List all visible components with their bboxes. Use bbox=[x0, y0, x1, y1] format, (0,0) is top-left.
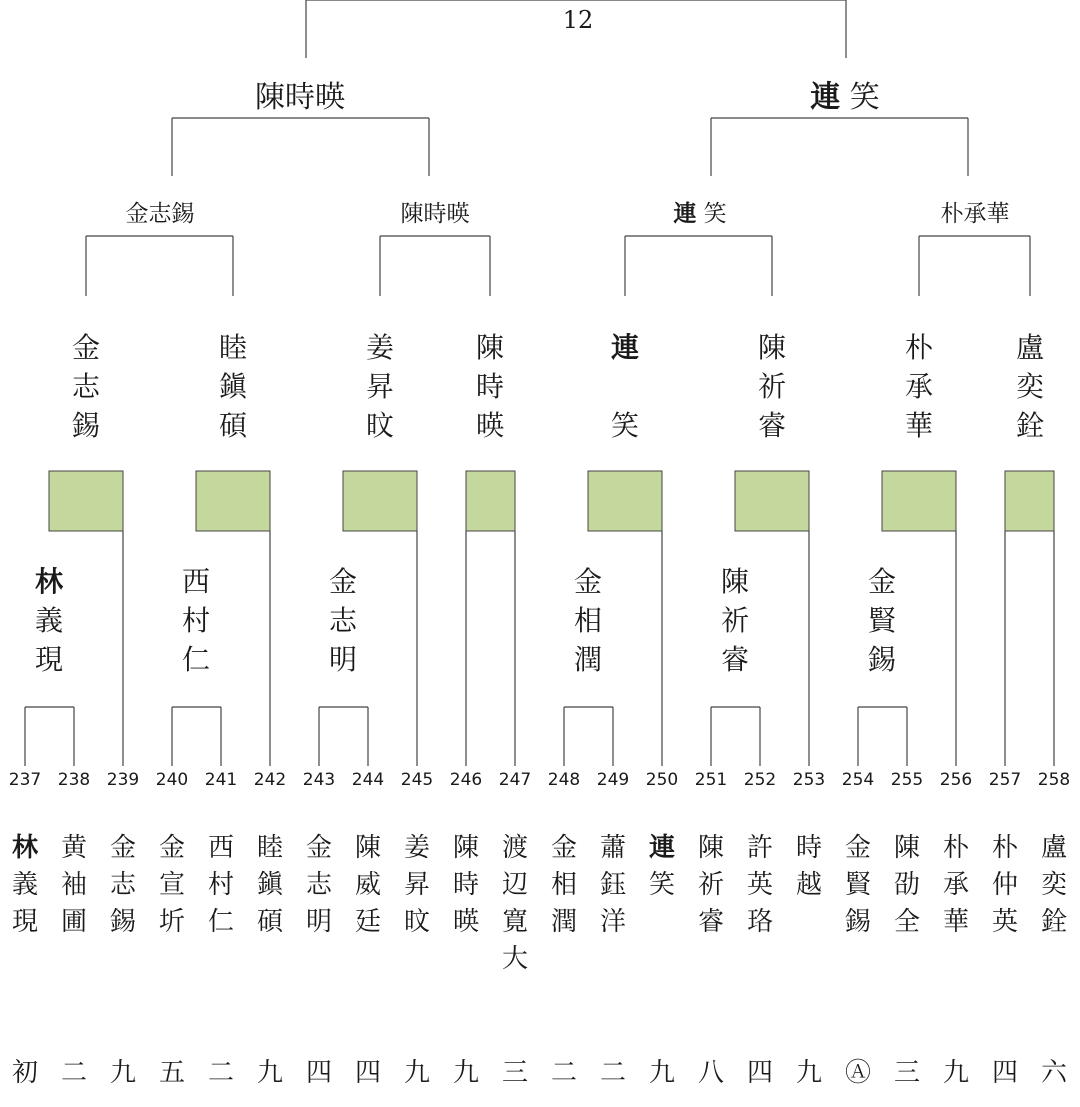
player-name bbox=[103, 830, 143, 941]
entry-number: 238 bbox=[57, 770, 91, 790]
name-char: 西 bbox=[181, 565, 210, 598]
player-name-char: 陳 bbox=[354, 833, 381, 863]
player-name bbox=[887, 830, 927, 941]
player-name-char: 鎭 bbox=[256, 870, 283, 900]
name-char: 仁 bbox=[181, 643, 210, 676]
round2-winner-name bbox=[27, 562, 71, 679]
name-char: 林 bbox=[34, 565, 63, 598]
player-name-char: 錫 bbox=[109, 907, 136, 937]
semifinalist-name bbox=[640, 195, 760, 228]
player-name bbox=[152, 830, 192, 941]
player-rank: 九 bbox=[942, 1058, 969, 1088]
player-name-char: 珞 bbox=[746, 907, 773, 937]
player-name bbox=[1034, 830, 1074, 941]
semifinalist-name: 陳時暎 bbox=[400, 201, 470, 227]
player-name bbox=[740, 830, 780, 941]
seed-box bbox=[466, 471, 515, 531]
player-rank: 三 bbox=[501, 1058, 528, 1088]
player-name-char: 陳 bbox=[452, 833, 479, 863]
entry-number: 258 bbox=[1037, 770, 1071, 790]
final-match-number: 12 bbox=[562, 6, 594, 34]
player-name bbox=[985, 830, 1025, 941]
semifinalist-name: 金志錫 bbox=[125, 201, 195, 227]
name-char: 潤 bbox=[573, 643, 602, 676]
player-rank: 四 bbox=[354, 1058, 381, 1088]
player-name-char: 賢 bbox=[844, 870, 871, 900]
player-name-char: 越 bbox=[795, 870, 822, 900]
entry-number: 241 bbox=[204, 770, 238, 790]
finalist-right bbox=[790, 72, 900, 116]
seed-box bbox=[735, 471, 809, 531]
player-name bbox=[495, 830, 535, 978]
round2-winner-name bbox=[860, 562, 904, 679]
player-rank: 六 bbox=[1040, 1058, 1067, 1088]
entry-number: 237 bbox=[8, 770, 42, 790]
player-name-char: 黄 bbox=[60, 833, 87, 863]
player-name bbox=[544, 830, 584, 941]
player-name-char: 義 bbox=[11, 870, 38, 900]
player-name-char: 金 bbox=[109, 833, 136, 863]
entry-number: 239 bbox=[106, 770, 140, 790]
player-name-char: 渡 bbox=[501, 833, 528, 863]
name-char: 金 bbox=[573, 565, 602, 598]
name-char: 志 bbox=[328, 604, 357, 637]
quarterfinalist-name: 陳 時 暎 bbox=[475, 331, 504, 442]
player-name-char: 明 bbox=[305, 907, 332, 937]
player-name-char: 鈺 bbox=[599, 870, 626, 900]
player-name-char: 金 bbox=[550, 833, 577, 863]
player-name-char: 時 bbox=[452, 870, 479, 900]
player-name-char: 朴 bbox=[942, 833, 969, 863]
player-name-char: 相 bbox=[550, 870, 577, 900]
name-char: 睿 bbox=[720, 643, 749, 676]
player-rank: 九 bbox=[795, 1058, 822, 1088]
round2-winner-name bbox=[321, 562, 365, 679]
name-char: 村 bbox=[181, 604, 210, 637]
player-name-char: 姜 bbox=[403, 833, 430, 863]
player-name bbox=[642, 830, 682, 904]
player-name-char: 仁 bbox=[207, 907, 234, 937]
round2-winner-name bbox=[174, 562, 218, 679]
player-name-char: 昇 bbox=[403, 870, 430, 900]
player-rank: 八 bbox=[697, 1058, 724, 1088]
player-name-char: 志 bbox=[109, 870, 136, 900]
player-rank: 二 bbox=[60, 1058, 87, 1088]
quarterfinalist-name: 陳 祈 睿 bbox=[757, 331, 786, 442]
player-name-char: 祈 bbox=[697, 870, 724, 900]
player-name-char: 洋 bbox=[599, 907, 626, 937]
player-name-char: 金 bbox=[158, 833, 185, 863]
quarterfinalist-name: 姜 昇 旼 bbox=[365, 331, 394, 442]
semifinalist-name: 朴承華 bbox=[940, 201, 1010, 227]
player-rank: 二 bbox=[207, 1058, 234, 1088]
entry-number: 251 bbox=[694, 770, 728, 790]
player-name-char: 錫 bbox=[844, 907, 871, 937]
player-rank: 九 bbox=[403, 1058, 430, 1088]
seed-box bbox=[1005, 471, 1054, 531]
player-name-char: 威 bbox=[354, 870, 381, 900]
player-name bbox=[397, 830, 437, 941]
round2-winner-name bbox=[713, 562, 757, 679]
player-rank: 九 bbox=[256, 1058, 283, 1088]
player-name-char: 大 bbox=[501, 944, 528, 974]
entry-number: 257 bbox=[988, 770, 1022, 790]
player-name-char: 林 bbox=[11, 833, 38, 863]
player-name-char: 笑 bbox=[648, 870, 675, 900]
player-name-char: 志 bbox=[305, 870, 332, 900]
player-name-char: 仲 bbox=[991, 870, 1018, 900]
player-name-char: 寛 bbox=[501, 907, 528, 937]
player-rank: 九 bbox=[109, 1058, 136, 1088]
finalist-right-given: 笑 bbox=[840, 80, 880, 115]
entry-number: 252 bbox=[743, 770, 777, 790]
entry-number: 253 bbox=[792, 770, 826, 790]
player-name-char: 辺 bbox=[501, 870, 528, 900]
finalist-right-surname: 連 bbox=[810, 80, 841, 115]
name-gap bbox=[603, 367, 647, 406]
seed-box bbox=[588, 471, 662, 531]
player-rank: 三 bbox=[893, 1058, 920, 1088]
player-name-char: 許 bbox=[746, 833, 773, 863]
player-name-char: 朴 bbox=[991, 833, 1018, 863]
quarterfinalist-surname: 連 bbox=[610, 331, 639, 364]
player-name bbox=[446, 830, 486, 941]
player-name bbox=[299, 830, 339, 941]
player-name-char: 陳 bbox=[697, 833, 724, 863]
player-name-char: 奕 bbox=[1040, 870, 1067, 900]
entry-number: 246 bbox=[449, 770, 483, 790]
player-name-char: 金 bbox=[844, 833, 871, 863]
entry-number: 242 bbox=[253, 770, 287, 790]
player-name-char: 承 bbox=[942, 870, 969, 900]
player-rank: 四 bbox=[991, 1058, 1018, 1088]
entry-number: 255 bbox=[890, 770, 924, 790]
player-name-char: 全 bbox=[893, 907, 920, 937]
name-char: 金 bbox=[328, 565, 357, 598]
round2-winner-name bbox=[566, 562, 610, 679]
entry-number: 256 bbox=[939, 770, 973, 790]
player-name bbox=[5, 830, 45, 941]
entry-number: 249 bbox=[596, 770, 630, 790]
player-name-char: 廷 bbox=[354, 907, 381, 937]
player-name bbox=[348, 830, 388, 941]
player-name-char: 時 bbox=[795, 833, 822, 863]
player-name bbox=[54, 830, 94, 941]
player-name bbox=[691, 830, 731, 941]
quarterfinalist-name bbox=[603, 328, 647, 445]
player-name bbox=[593, 830, 633, 941]
player-name-char: 袖 bbox=[60, 870, 87, 900]
quarterfinalist-given: 笑 bbox=[610, 409, 639, 442]
player-name bbox=[789, 830, 829, 904]
player-rank: 四 bbox=[305, 1058, 332, 1088]
player-name-char: 金 bbox=[305, 833, 332, 863]
player-name-char: 盧 bbox=[1040, 833, 1067, 863]
seed-box bbox=[343, 471, 417, 531]
semifinalist-given: 笑 bbox=[696, 201, 727, 227]
player-rank: 二 bbox=[550, 1058, 577, 1088]
player-name-char: 銓 bbox=[1040, 907, 1067, 937]
player-name-char: 宣 bbox=[158, 870, 185, 900]
player-name-char: 睿 bbox=[697, 907, 724, 937]
player-name-char: 潤 bbox=[550, 907, 577, 937]
entry-number: 254 bbox=[841, 770, 875, 790]
name-char: 陳 bbox=[720, 565, 749, 598]
player-rank: 五 bbox=[158, 1058, 185, 1088]
player-name bbox=[838, 830, 878, 941]
player-name-char: 暎 bbox=[452, 907, 479, 937]
player-name-char: 睦 bbox=[256, 833, 283, 863]
player-name-char: 現 bbox=[11, 907, 38, 937]
player-name-char: 華 bbox=[942, 907, 969, 937]
player-name-char: 村 bbox=[207, 870, 234, 900]
player-name-char: 連 bbox=[648, 833, 675, 863]
name-char: 義 bbox=[34, 604, 63, 637]
entry-number: 244 bbox=[351, 770, 385, 790]
player-rank: 二 bbox=[599, 1058, 626, 1088]
player-name bbox=[936, 830, 976, 941]
name-char: 祈 bbox=[720, 604, 749, 637]
entry-number: 240 bbox=[155, 770, 189, 790]
seed-box bbox=[49, 471, 123, 531]
player-rank: 九 bbox=[648, 1058, 675, 1088]
name-char: 賢 bbox=[867, 604, 896, 637]
player-rank: 九 bbox=[452, 1058, 479, 1088]
player-name-char: 陳 bbox=[893, 833, 920, 863]
player-name-char: 碩 bbox=[256, 907, 283, 937]
entry-number: 248 bbox=[547, 770, 581, 790]
player-rank: 初 bbox=[11, 1058, 38, 1088]
player-name bbox=[201, 830, 241, 941]
player-name-char: 旼 bbox=[403, 907, 430, 937]
quarterfinalist-name: 金 志 錫 bbox=[71, 331, 100, 442]
entry-number: 250 bbox=[645, 770, 679, 790]
seed-box bbox=[882, 471, 956, 531]
finalist-left: 陳時暎 bbox=[255, 80, 345, 115]
semifinalist-surname: 連 bbox=[673, 201, 697, 227]
quarterfinalist-name: 盧 奕 銓 bbox=[1015, 331, 1044, 442]
player-name-char: 英 bbox=[746, 870, 773, 900]
quarterfinalist-name: 朴 承 華 bbox=[904, 331, 933, 442]
quarterfinalist-name: 睦 鎭 碩 bbox=[218, 331, 247, 442]
entry-number: 247 bbox=[498, 770, 532, 790]
name-char: 現 bbox=[34, 643, 63, 676]
name-char: 明 bbox=[328, 643, 357, 676]
entry-number: 245 bbox=[400, 770, 434, 790]
player-name-char: 劭 bbox=[893, 870, 920, 900]
player-name-char: 英 bbox=[991, 907, 1018, 937]
player-name-char: 圻 bbox=[158, 907, 185, 937]
player-name bbox=[250, 830, 290, 941]
name-char: 金 bbox=[867, 565, 896, 598]
seed-box bbox=[196, 471, 270, 531]
player-rank: 四 bbox=[746, 1058, 773, 1088]
name-char: 錫 bbox=[867, 643, 896, 676]
name-char: 相 bbox=[573, 604, 602, 637]
player-rank: Ⓐ bbox=[844, 1058, 871, 1088]
player-name-char: 西 bbox=[207, 833, 234, 863]
player-name-char: 圃 bbox=[60, 907, 87, 937]
player-name-char: 蕭 bbox=[599, 833, 626, 863]
entry-number: 243 bbox=[302, 770, 336, 790]
